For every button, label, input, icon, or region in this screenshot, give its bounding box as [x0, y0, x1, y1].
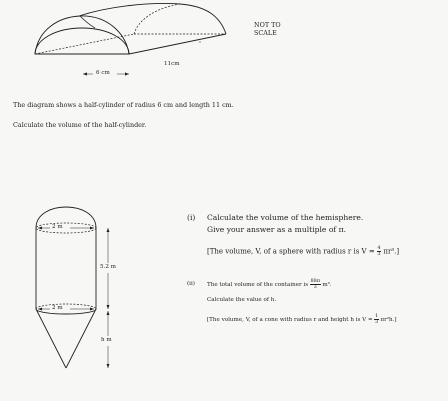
front-arc-join — [80, 16, 95, 28]
curved-top-edge — [79, 4, 226, 35]
middle-diameter-label: 2 m — [52, 305, 63, 311]
part-i-number: (i) — [187, 213, 196, 222]
fraction-denominator: 3 — [377, 251, 381, 257]
part-ii-hint-fraction — [374, 314, 378, 325]
part-ii-hint-prefix: [The volume, V, of a cone with radius r and height h is V = — [207, 317, 373, 323]
part-ii-line1-suffix: m³. — [322, 282, 332, 288]
fraction-denominator: 3 — [374, 319, 379, 325]
part-i-line2: Give your answer as a multiple of π. — [207, 225, 347, 234]
fraction-denominator: 3 — [313, 284, 317, 290]
hidden-diameter-back — [35, 34, 134, 54]
part-ii-number: (ii) — [187, 281, 195, 287]
not-to-scale-note-line2: SCALE — [254, 29, 277, 37]
part-ii-line1-fraction — [310, 279, 321, 290]
half-cylinder-question: Calculate the volume of the half-cylinder. — [13, 121, 147, 129]
length-label: 11cm — [164, 61, 180, 67]
part-i-line1: Calculate the volume of the hemisphere. — [207, 213, 364, 222]
fraction-numerator: 1 — [374, 313, 379, 319]
cone-left-side — [36, 309, 66, 368]
part-ii-hint — [207, 314, 397, 325]
not-to-scale-note-line1: NOT TO — [254, 21, 281, 29]
part-i-hint-prefix: [The volume, V, of a sphere with radius r is V = — [207, 247, 375, 256]
half-cylinder-statement: The diagram shows a half-cylinder of radius 6 cm and length 11 cm. — [13, 101, 234, 109]
part-i-hint-suffix: πr³.] — [383, 247, 400, 256]
part-ii-line1 — [207, 279, 332, 290]
top-diameter-label: 2 m — [52, 224, 63, 230]
part-ii-line1-prefix: The total volume of the container is — [207, 282, 309, 288]
hidden-back-arc — [134, 4, 180, 34]
fraction-numerator: 4 — [377, 245, 381, 251]
part-ii-hint-suffix: πr²h.] — [380, 317, 397, 323]
part-i-hint-fraction — [377, 246, 381, 257]
cone-height-label: h m — [101, 337, 112, 343]
bottom-edge — [129, 34, 226, 54]
front-semicircle — [35, 28, 129, 54]
fraction-numerator: 88π — [310, 278, 321, 284]
part-i-hint — [207, 246, 399, 257]
radius-label: 6 cm — [96, 70, 110, 76]
part-ii-line2: Calculate the value of h. — [207, 297, 277, 303]
cone-right-side — [66, 309, 96, 368]
cylinder-height-label: 5.2 m — [100, 264, 116, 270]
